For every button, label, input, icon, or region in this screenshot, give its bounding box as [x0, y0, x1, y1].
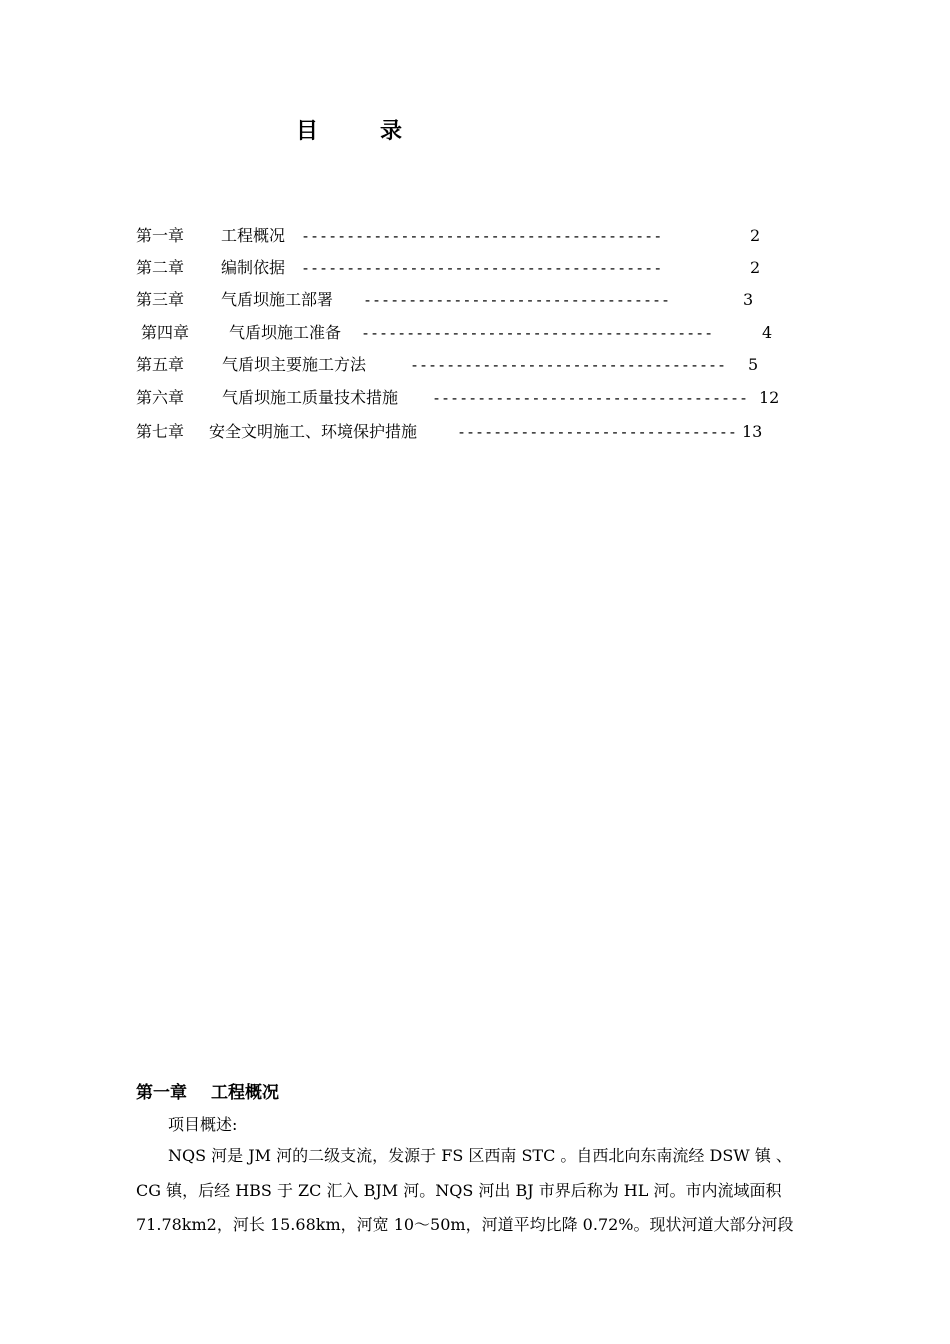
paragraph-line-2: CG 镇，后经 HBS 于 ZC 汇入 BJM 河。NQS 河出 BJ 市界后称为 HL 河。市内流域面积 [136, 1181, 782, 1200]
toc-entry-chapter: 第五章 [136, 355, 185, 374]
toc-entry-chapter: 第六章 [136, 388, 185, 407]
toc-entry-title: 编制依据 [221, 258, 286, 277]
toc-entry-5[interactable] [136, 355, 758, 375]
toc-entry-chapter: 第四章 [141, 323, 190, 342]
toc-entry-4[interactable] [141, 323, 772, 343]
toc-entry-leader: ------------------------------- [457, 423, 737, 441]
toc-entry-leader: --------------------------------------- [361, 324, 714, 342]
chapter-1-heading-title: 工程概况 [211, 1083, 279, 1103]
toc-entry-title: 气盾坝主要施工方法 [222, 355, 367, 374]
toc-entry-7[interactable] [136, 422, 762, 442]
toc-entry-chapter: 第三章 [136, 290, 185, 309]
toc-entry-2[interactable] [136, 258, 760, 278]
toc-entry-page: 2 [750, 226, 761, 245]
toc-entry-page: 13 [742, 422, 763, 441]
toc-entry-page: 5 [748, 355, 759, 374]
toc-entry-title: 气盾坝施工部署 [221, 290, 334, 309]
toc-entry-page: 4 [762, 323, 773, 342]
toc-title-char-1: 目 [296, 118, 319, 144]
toc-entry-leader: ---------------------------------- [363, 291, 671, 309]
toc-title-char-2: 录 [380, 118, 403, 144]
toc-entry-chapter: 第七章 [136, 422, 185, 441]
paragraph-line-1: NQS 河是 JM 河的二级支流，发源于 FS 区西南 STC 。自西北向东南流经 DSW 镇 、 [168, 1146, 792, 1165]
toc-entry-6[interactable] [136, 388, 779, 408]
toc-entry-page: 12 [759, 388, 780, 407]
toc-entry-title: 工程概况 [221, 226, 286, 245]
toc-entry-3[interactable] [136, 290, 753, 310]
toc-entry-chapter: 第二章 [136, 258, 185, 277]
toc-entry-page: 2 [750, 258, 761, 277]
toc-entry-leader: ---------------------------------------- [301, 227, 663, 245]
chapter-1-heading [136, 1078, 279, 1103]
toc-entry-page: 3 [743, 290, 754, 309]
toc-entry-leader: ----------------------------------- [410, 356, 727, 374]
toc-entry-title: 气盾坝施工质量技术措施 [222, 388, 399, 407]
toc-entry-chapter: 第一章 [136, 226, 185, 245]
toc-entry-leader: ---------------------------------------- [301, 259, 663, 277]
toc-entry-1[interactable] [136, 226, 760, 246]
paragraph-line-3: 71.78km2，河长 15.68km，河宽 10～50m，河道平均比降 0.72%。现状河道大部分河段 [136, 1215, 794, 1234]
chapter-1-heading-number: 第一章 [136, 1083, 187, 1103]
toc-entry-title: 安全文明施工、环境保护措施 [209, 422, 418, 441]
toc-entry-title: 气盾坝施工准备 [229, 323, 342, 342]
toc-entry-leader: ----------------------------------- [432, 389, 749, 407]
subheading-project-overview: 项目概述: [168, 1115, 238, 1134]
